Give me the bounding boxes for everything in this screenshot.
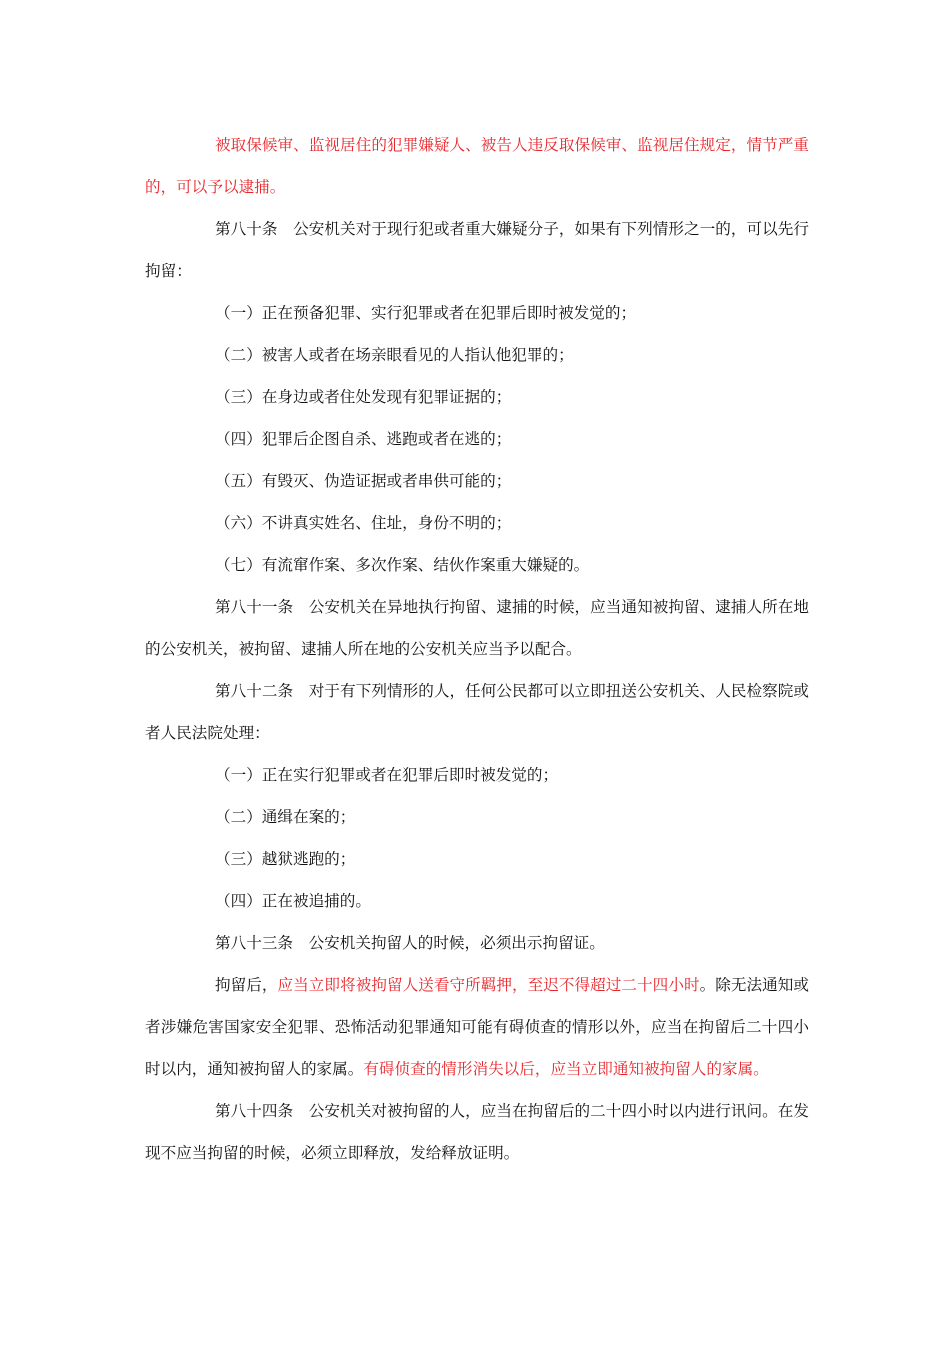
- text-run: （七）有流窜作案、多次作案、结伙作案重大嫌疑的。: [215, 556, 590, 574]
- highlighted-text: 有碍侦查的情形消失以后，应当立即通知被拘留人的家属。: [363, 1060, 769, 1078]
- paragraph: [145, 922, 809, 964]
- text-run: 第八十四条 公安机关对被拘留的人，应当在拘留后的二十四小时以内进行讯问。在发现不应当拘留的时候，必须立即释放，发给释放证明。: [145, 1102, 809, 1162]
- list-item: [145, 376, 809, 418]
- paragraph: [145, 670, 809, 754]
- list-item: [145, 334, 809, 376]
- text-run: 拘留后，: [215, 976, 278, 994]
- text-run: 第八十二条 对于有下列情形的人，任何公民都可以立即扭送公安机关、人民检察院或者人民法院处理：: [145, 682, 809, 742]
- text-run: （一）正在预备犯罪、实行犯罪或者在犯罪后即时被发觉的；: [215, 304, 637, 322]
- text-run: 第八十条 公安机关对于现行犯或者重大嫌疑分子，如果有下列情形之一的，可以先行拘留：: [145, 220, 809, 280]
- text-run: （二）通缉在案的；: [215, 808, 356, 826]
- text-run: （五）有毁灭、伪造证据或者串供可能的；: [215, 472, 512, 490]
- paragraph: [145, 208, 809, 292]
- list-item: [145, 502, 809, 544]
- list-item: [145, 544, 809, 586]
- text-run: （四）正在被追捕的。: [215, 892, 371, 910]
- paragraph: [145, 964, 809, 1090]
- list-item: [145, 292, 809, 334]
- list-item: [145, 754, 809, 796]
- paragraph: [145, 586, 809, 670]
- text-run: （三）在身边或者住处发现有犯罪证据的；: [215, 388, 512, 406]
- text-run: 第八十一条 公安机关在异地执行拘留、逮捕的时候，应当通知被拘留、逮捕人所在地的公安机关，被拘留、逮捕人所在地的公安机关应当予以配合。: [145, 598, 809, 658]
- document-body: [145, 124, 809, 1174]
- list-item: [145, 838, 809, 880]
- list-item: [145, 880, 809, 922]
- list-item: [145, 796, 809, 838]
- highlighted-text: 被取保候审、监视居住的犯罪嫌疑人、被告人违反取保候审、监视居住规定，情节严重的，可以予以逮捕。: [145, 136, 809, 196]
- text-run: （四）犯罪后企图自杀、逃跑或者在逃的；: [215, 430, 512, 448]
- paragraph: [145, 124, 809, 208]
- text-run: （二）被害人或者在场亲眼看见的人指认他犯罪的；: [215, 346, 574, 364]
- paragraph: [145, 1090, 809, 1174]
- text-run: （六）不讲真实姓名、住址，身份不明的；: [215, 514, 512, 532]
- text-run: （一）正在实行犯罪或者在犯罪后即时被发觉的；: [215, 766, 559, 784]
- text-run: （三）越狱逃跑的；: [215, 850, 356, 868]
- text-run: 第八十三条 公安机关拘留人的时候，必须出示拘留证。: [215, 934, 605, 952]
- list-item: [145, 418, 809, 460]
- highlighted-text: 应当立即将被拘留人送看守所羁押，至迟不得超过二十四小时: [277, 976, 700, 994]
- list-item: [145, 460, 809, 502]
- text-run: 。除无法通知或者涉嫌危害国家安全犯罪、恐怖活动犯罪通知可能有碍侦查的情形以外，应当在拘留后二十四小时以内，通知被拘留人的家属。: [145, 976, 809, 1078]
